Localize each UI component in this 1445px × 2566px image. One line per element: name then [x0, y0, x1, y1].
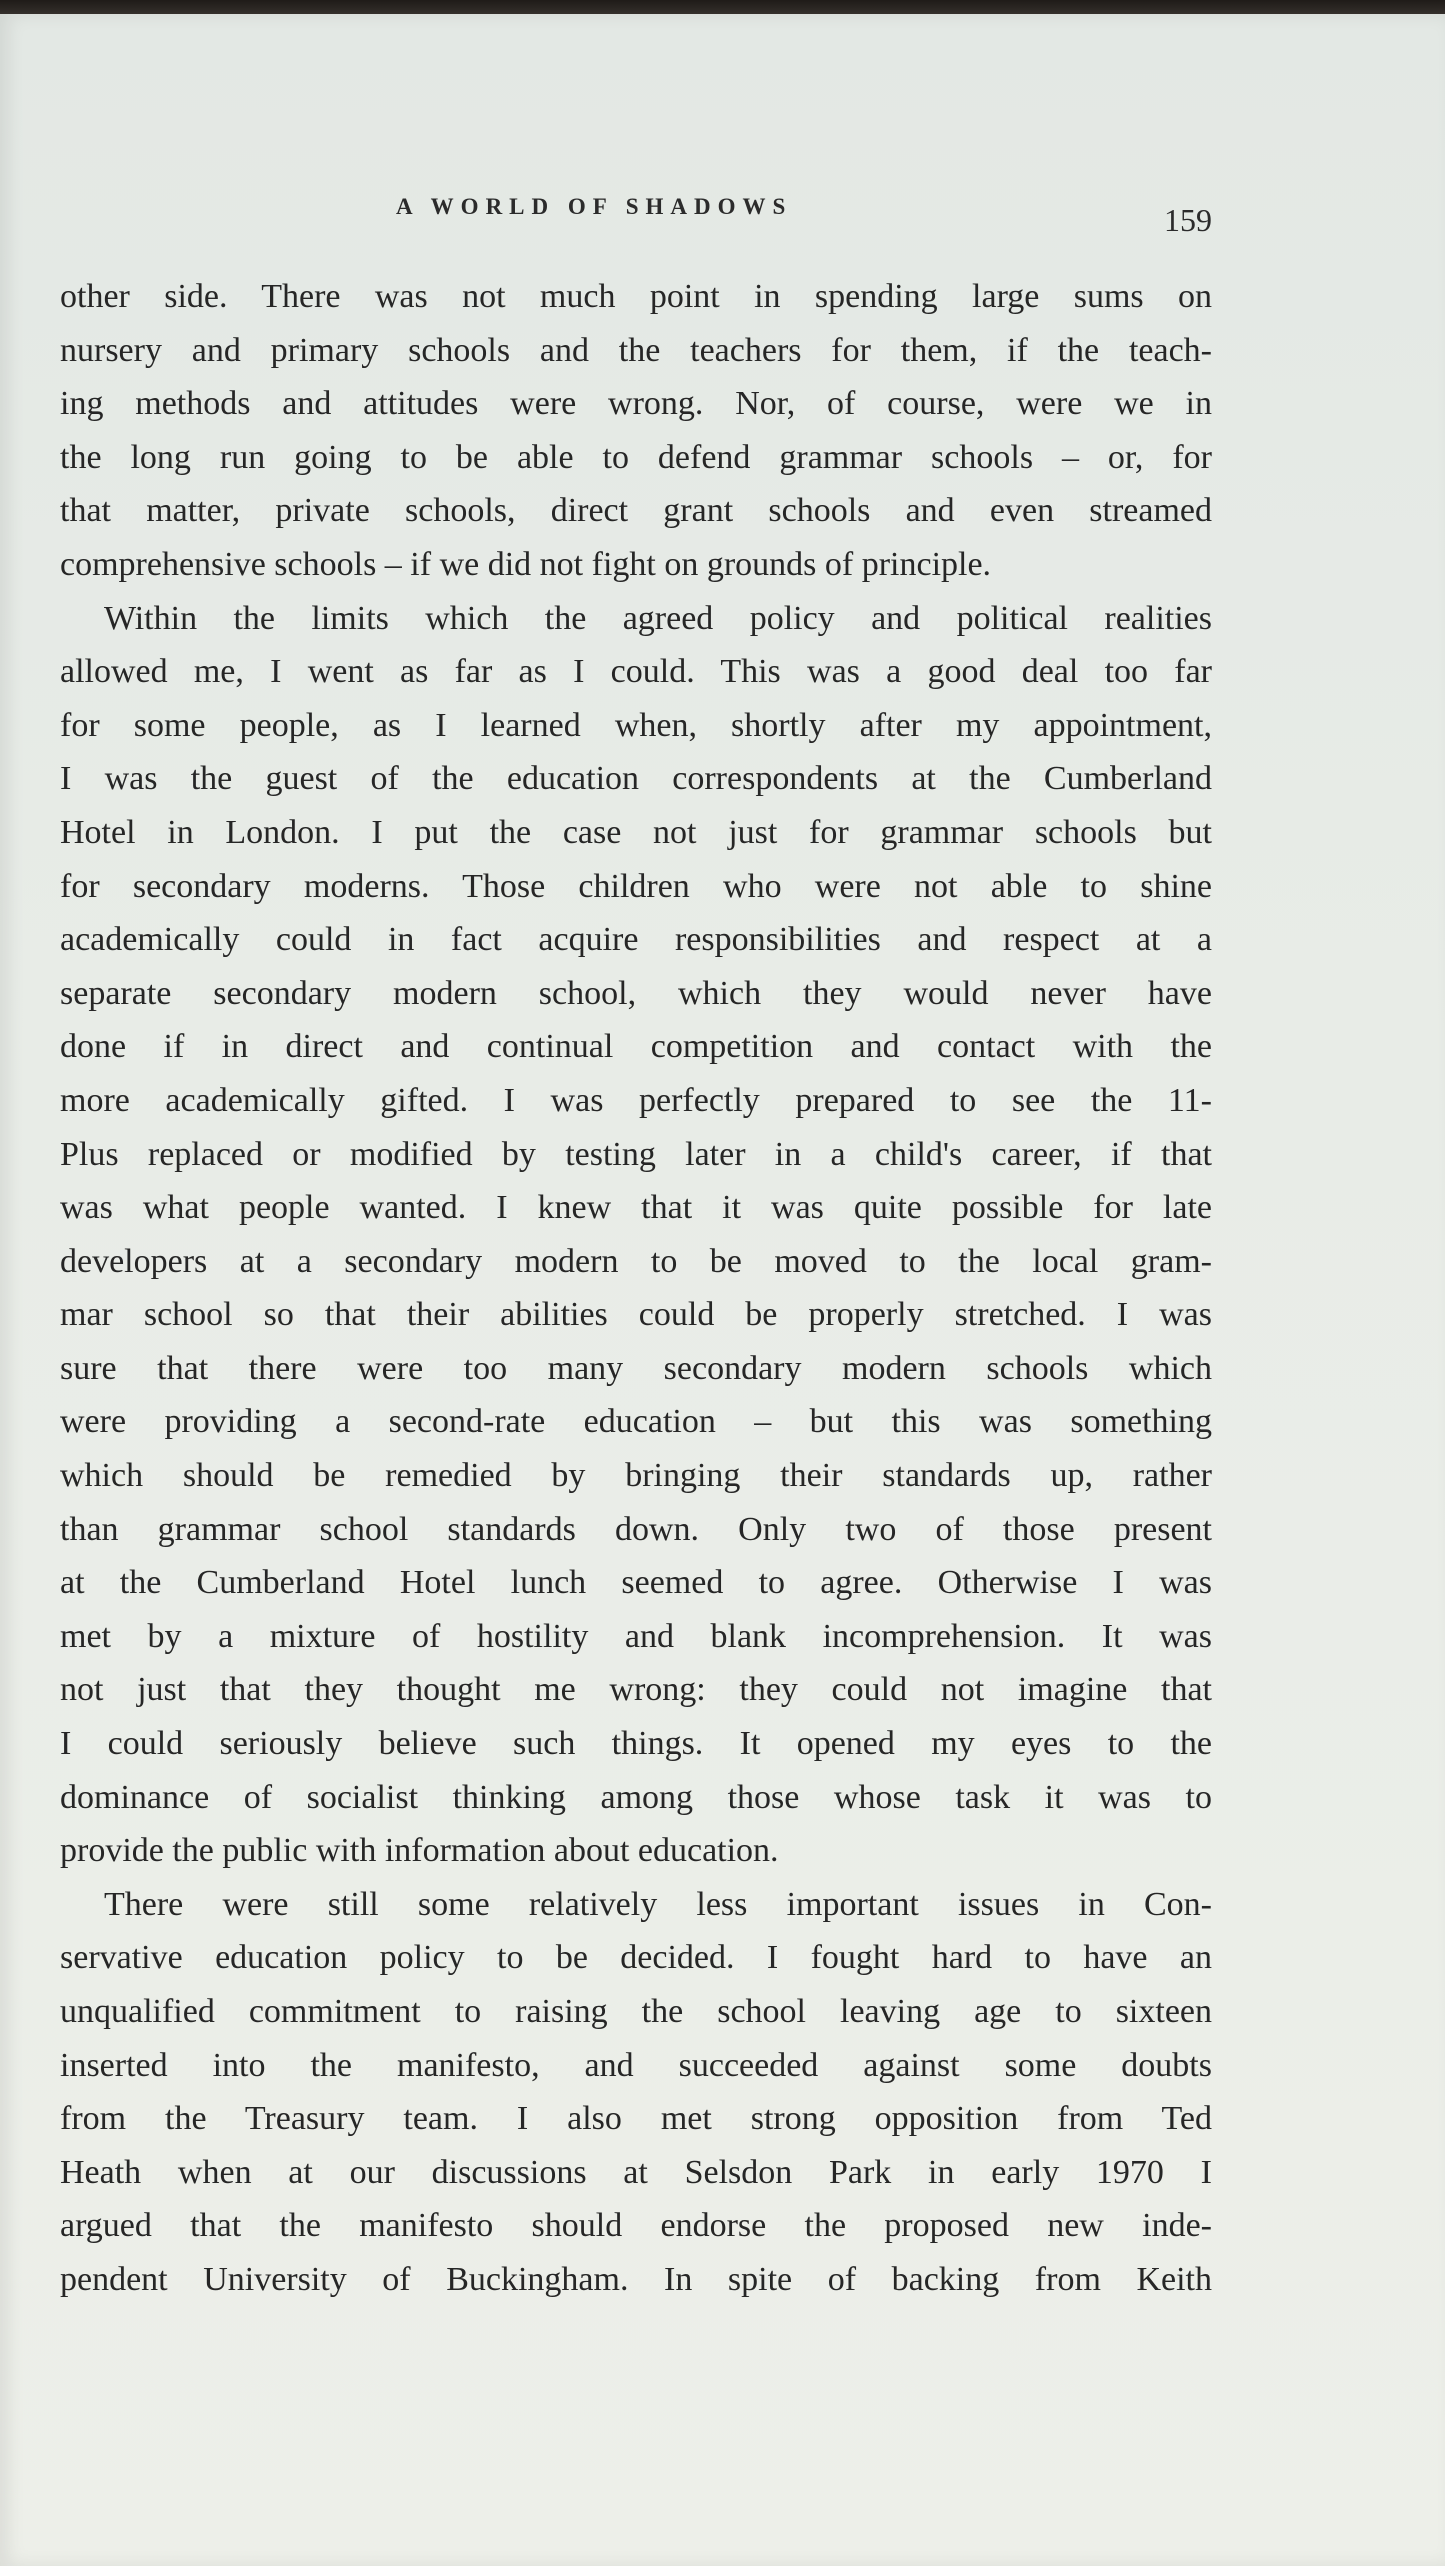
text-line: mar school so that their abilities could be properly stretched. I was [60, 1296, 1212, 1334]
text-line: done if in direct and continual competition and contact with the [60, 1028, 1212, 1066]
text-line: not just that they thought me wrong: they could not imagine that [60, 1671, 1212, 1709]
text-line: I was the guest of the education correspondents at the Cumberland [60, 760, 1212, 798]
text-line: inserted into the manifesto, and succeeded against some doubts [60, 2046, 1212, 2084]
text-line: that matter, private schools, direct grant schools and even streamed [60, 492, 1212, 530]
text-line: other side. There was not much point in spending large sums on [60, 278, 1212, 315]
text-line: dominance of socialist thinking among those whose task it was to [60, 1778, 1212, 1816]
text-line: provide the public with information about education. [60, 1832, 779, 1870]
text-line: from the Treasury team. I also met strong opposition from Ted [60, 2100, 1212, 2138]
text-line: at the Cumberland Hotel lunch seemed to agree. Otherwise I was [60, 1564, 1212, 1602]
book-page [0, 14, 1445, 2566]
text-line: ing methods and attitudes were wrong. Nor, of course, were we in [60, 385, 1212, 423]
text-line: sure that there were too many secondary modern schools which [60, 1349, 1212, 1387]
text-line: for secondary moderns. Those children who were not able to shine [60, 867, 1212, 905]
running-head: A WORLD OF SHADOWS [396, 194, 793, 219]
text-line: the long run going to be able to defend grammar schools – or, for [60, 438, 1212, 476]
text-line: developers at a secondary modern to be moved to the local gram- [60, 1242, 1212, 1280]
paragraph-first-line: Within the limits which the agreed policy and political realities [104, 599, 1212, 637]
text-line: for some people, as I learned when, shortly after my appointment, [60, 706, 1212, 744]
text-line: unqualified commitment to raising the school leaving age to sixteen [60, 1993, 1212, 2030]
text-line: met by a mixture of hostility and blank incomprehension. It was [60, 1617, 1212, 1655]
text-line: allowed me, I went as far as I could. This was a good deal too far [60, 653, 1212, 691]
text-line: I could seriously believe such things. It opened my eyes to the [60, 1725, 1212, 1763]
text-line: Hotel in London. I put the case not just for grammar schools but [60, 813, 1212, 851]
paragraph-first-line: There were still some relatively less important issues in Con- [104, 1885, 1212, 1923]
text-line: servative education policy to be decided. I fought hard to have an [60, 1939, 1212, 1977]
text-line: argued that the manifesto should endorse the proposed new inde- [60, 2207, 1212, 2245]
body-text [60, 270, 1212, 2307]
text-line: was what people wanted. I knew that it was quite possible for late [60, 1189, 1212, 1227]
text-line: pendent University of Buckingham. In spite of backing from Keith [60, 2260, 1212, 2298]
page-number: 159 [1164, 202, 1212, 238]
text-line: separate secondary modern school, which they would never have [60, 974, 1212, 1012]
text-line: were providing a second-rate education – but this was something [60, 1403, 1212, 1441]
text-line: Heath when at our discussions at Selsdon Park in early 1970 I [60, 2153, 1212, 2191]
text-line: nursery and primary schools and the teachers for them, if the teach- [60, 331, 1212, 369]
text-line: academically could in fact acquire responsibilities and respect at a [60, 921, 1212, 959]
text-line: more academically gifted. I was perfectly prepared to see the 11- [60, 1081, 1212, 1119]
text-line: comprehensive schools – if we did not fight on grounds of principle. [60, 545, 992, 583]
text-line: than grammar school standards down. Only two of those present [60, 1510, 1212, 1548]
text-line: Plus replaced or modified by testing later in a child's career, if that [60, 1135, 1212, 1173]
text-line: which should be remedied by bringing their standards up, rather [60, 1457, 1212, 1495]
